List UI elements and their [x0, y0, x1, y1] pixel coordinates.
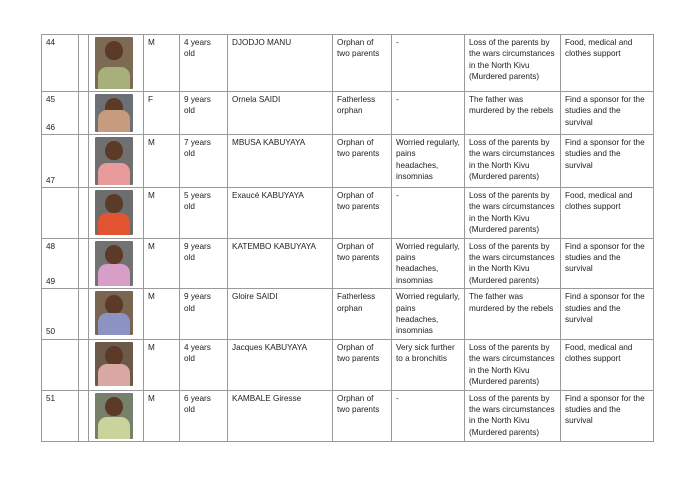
situation-cell: The father was murdered by the rebels: [465, 92, 561, 135]
photo-cell: [89, 35, 144, 92]
need-cell: Find a sponsor for the studies and the survival: [561, 238, 654, 289]
row-number: 48: [46, 241, 56, 251]
health-cell: Worried regularly, pains headaches, insomnias: [392, 238, 465, 289]
age-cell: 9 years old: [180, 238, 228, 289]
child-photo: [95, 342, 133, 386]
row-number: 45: [46, 95, 56, 104]
status-cell: Fatherless orphan: [333, 289, 392, 340]
photo-shirt: [98, 264, 130, 286]
photo-cell: [89, 135, 144, 188]
photo-cell: [89, 188, 144, 239]
name-cell: KATEMBO KABUYAYA: [228, 238, 333, 289]
row-number: 44: [46, 38, 56, 47]
photo-cell: [89, 92, 144, 135]
photo-head: [105, 41, 123, 60]
photo-cell: [89, 289, 144, 340]
child-photo: [95, 241, 133, 286]
photo-head: [105, 141, 123, 160]
child-photo: [95, 291, 133, 335]
row-number: 51: [46, 393, 56, 403]
sex-cell: M: [144, 289, 180, 340]
table-row: [42, 390, 654, 441]
age-cell: 4 years old: [180, 339, 228, 390]
name-cell: MBUSA KABUYAYA: [228, 135, 333, 188]
sex-cell: M: [144, 238, 180, 289]
photo-shirt: [98, 364, 130, 386]
photo-cell: [89, 238, 144, 289]
age-cell: 9 years old: [180, 289, 228, 340]
name-cell: Exaucé KABUYAYA: [228, 188, 333, 239]
table-row: [42, 339, 654, 390]
child-photo: [95, 37, 133, 89]
need-cell: Food, medical and clothes support: [561, 188, 654, 239]
need-cell: Find a sponsor for the studies and the survival: [561, 289, 654, 340]
name-cell: Ornela SAIDI: [228, 92, 333, 135]
need-cell: Find a sponsor for the studies and the survival: [561, 135, 654, 188]
photo-head: [105, 245, 123, 264]
row-number-cell: [42, 289, 79, 340]
need-cell: Food, medical and clothes support: [561, 35, 654, 92]
row-number-secondary: 46: [46, 122, 56, 132]
need-cell: Food, medical and clothes support: [561, 339, 654, 390]
photo-cell: [89, 339, 144, 390]
row-number-secondary: 49: [46, 276, 56, 286]
table-row: [42, 35, 654, 92]
photo-head: [105, 346, 123, 365]
row-number-secondary: 47: [46, 175, 56, 185]
situation-cell: Loss of the parents by the wars circumstances in the North Kivu (Murdered parents): [465, 390, 561, 441]
spacer-cell: [79, 92, 89, 135]
health-cell: -: [392, 92, 465, 135]
health-cell: -: [392, 390, 465, 441]
table-row: [42, 135, 654, 188]
status-cell: Orphan of two parents: [333, 339, 392, 390]
row-number-cell: [42, 92, 79, 135]
child-photo: [95, 137, 133, 185]
situation-cell: Loss of the parents by the wars circumstances in the North Kivu (Murdered parents): [465, 339, 561, 390]
sex-cell: F: [144, 92, 180, 135]
spacer-cell: [79, 238, 89, 289]
spacer-cell: [79, 339, 89, 390]
photo-shirt: [98, 313, 130, 335]
status-cell: Orphan of two parents: [333, 135, 392, 188]
photo-shirt: [98, 110, 130, 132]
row-number-cell: [42, 390, 79, 441]
row-number-cell: [42, 188, 79, 239]
table-row: [42, 188, 654, 239]
name-cell: KAMBALE Giresse: [228, 390, 333, 441]
status-cell: Orphan of two parents: [333, 35, 392, 92]
age-cell: 7 years old: [180, 135, 228, 188]
health-cell: -: [392, 188, 465, 239]
status-cell: Fatherless orphan: [333, 92, 392, 135]
table-row: [42, 92, 654, 135]
sex-cell: M: [144, 188, 180, 239]
health-cell: Very sick further to a bronchitis: [392, 339, 465, 390]
health-cell: Worried regularly, pains headaches, insomnias: [392, 135, 465, 188]
sex-cell: M: [144, 135, 180, 188]
orphan-registry-table: [41, 34, 654, 442]
row-number-secondary: 50: [46, 327, 56, 337]
table-row: [42, 238, 654, 289]
health-cell: Worried regularly, pains headaches, insomnias: [392, 289, 465, 340]
row-number-cell: [42, 238, 79, 289]
situation-cell: Loss of the parents by the wars circumstances in the North Kivu (Murdered parents): [465, 135, 561, 188]
photo-shirt: [98, 163, 130, 185]
age-cell: 5 years old: [180, 188, 228, 239]
child-photo: [95, 190, 133, 235]
health-cell: -: [392, 35, 465, 92]
age-cell: 9 years old: [180, 92, 228, 135]
spacer-cell: [79, 135, 89, 188]
row-number-cell: [42, 339, 79, 390]
status-cell: Orphan of two parents: [333, 188, 392, 239]
age-cell: 4 years old: [180, 35, 228, 92]
photo-shirt: [98, 213, 130, 235]
status-cell: Orphan of two parents: [333, 238, 392, 289]
spacer-cell: [79, 289, 89, 340]
situation-cell: Loss of the parents by the wars circumstances in the North Kivu (Murdered parents): [465, 188, 561, 239]
status-cell: Orphan of two parents: [333, 390, 392, 441]
spacer-cell: [79, 390, 89, 441]
situation-cell: The father was murdered by the rebels: [465, 289, 561, 340]
child-photo: [95, 94, 133, 132]
sex-cell: M: [144, 35, 180, 92]
photo-head: [105, 194, 123, 213]
name-cell: Gloire SAIDI: [228, 289, 333, 340]
table-row: [42, 289, 654, 340]
name-cell: DJODJO MANU: [228, 35, 333, 92]
photo-shirt: [98, 417, 130, 439]
situation-cell: Loss of the parents by the wars circumstances in the North Kivu (Murdered parents): [465, 238, 561, 289]
sex-cell: M: [144, 339, 180, 390]
spacer-cell: [79, 35, 89, 92]
need-cell: Find a sponsor for the studies and the survival: [561, 92, 654, 135]
row-number-cell: [42, 35, 79, 92]
spacer-cell: [79, 188, 89, 239]
photo-head: [105, 397, 123, 416]
row-number-cell: [42, 135, 79, 188]
situation-cell: Loss of the parents by the wars circumstances in the North Kivu (Murdered parents): [465, 35, 561, 92]
photo-head: [105, 295, 123, 314]
child-photo: [95, 393, 133, 439]
age-cell: 6 years old: [180, 390, 228, 441]
photo-cell: [89, 390, 144, 441]
sex-cell: M: [144, 390, 180, 441]
name-cell: Jacques KABUYAYA: [228, 339, 333, 390]
photo-shirt: [98, 67, 130, 89]
need-cell: Find a sponsor for the studies and the survival: [561, 390, 654, 441]
